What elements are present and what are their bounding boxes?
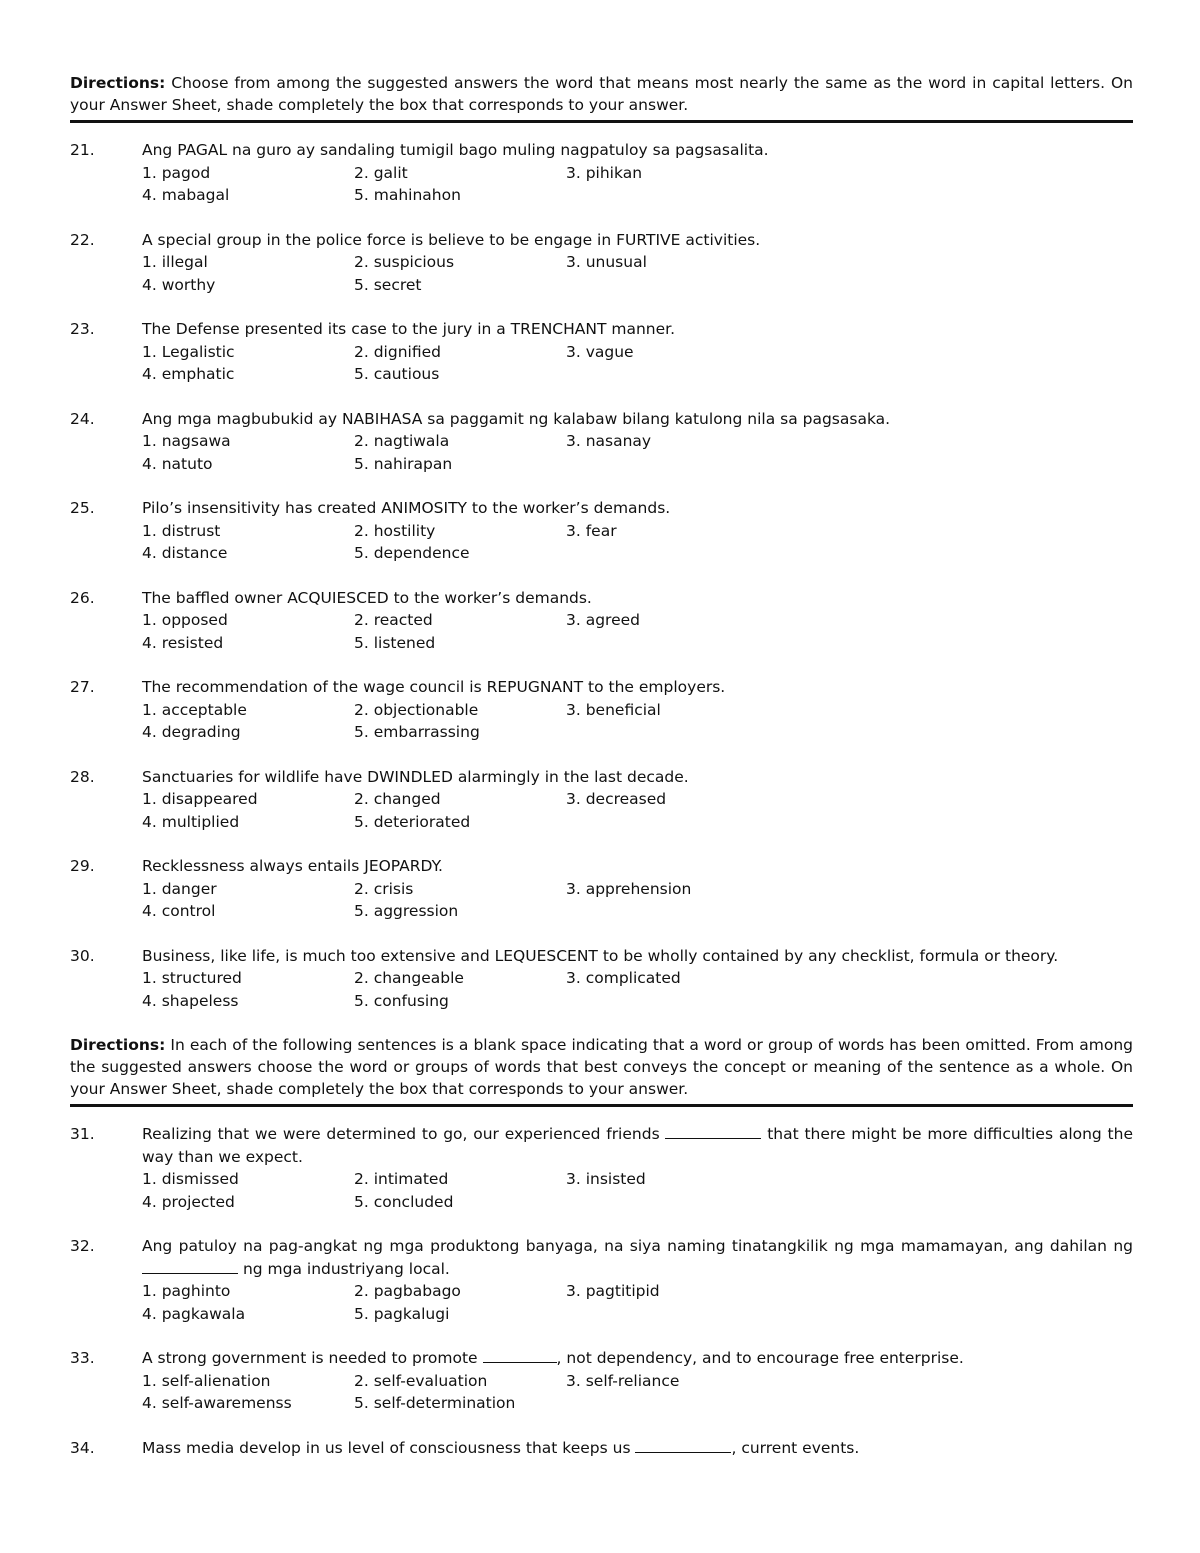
option: 2. objectionable: [354, 700, 479, 719]
option-grid: [142, 341, 1133, 386]
option: 3. self-reliance: [566, 1371, 680, 1390]
option: 4. emphatic: [142, 365, 235, 383]
option: 4. distance: [142, 544, 228, 562]
option: 3. insisted: [566, 1170, 646, 1188]
option: 3. pihikan: [566, 163, 643, 182]
option: 5. self-determination: [354, 1394, 516, 1412]
question-stem: Sanctuaries for wildlife have DWINDLED alarmingly in the last decade.: [142, 767, 689, 786]
option: 5. deteriorated: [354, 812, 471, 831]
directions-label: Directions:: [70, 74, 166, 92]
option-grid: [142, 1370, 1133, 1415]
option: 2. reacted: [354, 611, 433, 629]
question-30: [70, 945, 1133, 1013]
option-grid: [142, 251, 1133, 296]
option-grid: [142, 878, 1133, 923]
question-22: [70, 229, 1133, 297]
option: 4. degrading: [142, 723, 241, 741]
option: 1. danger: [142, 879, 217, 898]
option: 1. pagod: [142, 163, 211, 182]
option: 1. acceptable: [142, 700, 247, 719]
option: 4. pagkawala: [142, 1304, 246, 1323]
question-stem: [142, 1437, 1133, 1460]
option: 2. changeable: [354, 969, 464, 987]
exam-page: [70, 72, 1133, 1481]
question-24: [70, 408, 1133, 476]
question-number: 34.: [70, 1438, 95, 1457]
option: 5. secret: [354, 275, 422, 294]
option: 2. galit: [354, 163, 408, 182]
answer-blank: [483, 1348, 557, 1363]
question-number: 26.: [70, 588, 95, 607]
option: 1. distrust: [142, 521, 221, 540]
question-stem: Ang PAGAL na guro ay sandaling tumigil bago muling nagpatuloy sa pagsasalita.: [142, 141, 769, 159]
option: 1. dismissed: [142, 1170, 239, 1188]
option: 3. complicated: [566, 969, 681, 987]
question-21: [70, 139, 1133, 207]
option: 5. nahirapan: [354, 454, 453, 473]
option: 5. embarrassing: [354, 723, 480, 741]
question-27: [70, 676, 1133, 744]
stem-before: Ang patuloy na pag-angkat ng mga produktong banyaga, na siya naming tinatangkilik ng mga mamamayan, ang dahilan ng: [142, 1237, 1133, 1255]
answer-blank: [665, 1124, 761, 1139]
question-stem: The baffled owner ACQUIESCED to the worker’s demands.: [142, 588, 592, 607]
option: 3. vague: [566, 342, 634, 361]
option: 3. fear: [566, 521, 617, 540]
stem-after: ng mga industriyang local.: [242, 1259, 450, 1278]
option: 4. self-awaremenss: [142, 1394, 292, 1412]
question-33: [70, 1347, 1133, 1415]
option: 2. dignified: [354, 342, 441, 361]
question-number: 24.: [70, 409, 95, 428]
directions-text: Choose from among the suggested answers the word that means most nearly the same as the word in capital letters. On your Answer Sheet, shade completely the box that corresponds to your answer.: [70, 74, 1133, 114]
option-grid: [142, 520, 1133, 565]
option-grid: [142, 788, 1133, 833]
option-grid: [142, 967, 1133, 1012]
option: 3. unusual: [566, 253, 647, 271]
question-23: [70, 318, 1133, 386]
question-stem: Ang mga magbubukid ay NABIHASA sa paggamit ng kalabaw bilang katulong nila sa pagsasaka.: [142, 409, 891, 428]
option: 3. apprehension: [566, 879, 692, 898]
stem-after: , not dependency, and to encourage free enterprise.: [556, 1349, 964, 1367]
stem-after: that there might be more difficulties along the way than we expect.: [142, 1125, 1133, 1166]
option: 4. natuto: [142, 454, 213, 473]
stem-before: Mass media develop in us level of consciousness that keeps us: [142, 1438, 631, 1457]
option: 4. mabagal: [142, 186, 230, 204]
divider: [70, 1104, 1133, 1107]
option: 1. Legalistic: [142, 342, 235, 361]
option: 1. structured: [142, 969, 242, 987]
stem-after: , current events.: [731, 1438, 860, 1457]
question-25: [70, 497, 1133, 565]
option: 5. aggression: [354, 902, 459, 920]
question-stem: Business, like life, is much too extensive and LEQUESCENT to be wholly contained by any checklist, formula or theory.: [142, 946, 1059, 965]
question-number: 25.: [70, 499, 95, 517]
option: 5. listened: [354, 633, 436, 652]
option: 5. concluded: [354, 1192, 454, 1211]
question-stem: [142, 1235, 1133, 1280]
answer-blank: [635, 1438, 731, 1453]
option: 2. suspicious: [354, 253, 455, 271]
option: 1. paghinto: [142, 1282, 231, 1300]
option: 1. illegal: [142, 253, 208, 271]
question-28: [70, 766, 1133, 834]
option: 4. shapeless: [142, 991, 239, 1010]
stem-before: A strong government is needed to promote: [142, 1349, 478, 1367]
question-34: [70, 1437, 1133, 1460]
option-grid: [142, 1168, 1133, 1213]
question-number: 30.: [70, 946, 95, 965]
question-stem: Pilo’s insensitivity has created ANIMOSITY to the worker’s demands.: [142, 499, 671, 517]
option: 2. nagtiwala: [354, 432, 450, 450]
question-number: 31.: [70, 1125, 95, 1143]
question-number: 33.: [70, 1349, 95, 1367]
option: 3. pagtitipid: [566, 1282, 660, 1300]
question-32: [70, 1235, 1133, 1325]
question-number: 21.: [70, 141, 95, 159]
option: 2. intimated: [354, 1170, 449, 1188]
option-grid: [142, 430, 1133, 475]
directions-section-2: [70, 1034, 1133, 1100]
question-26: [70, 587, 1133, 655]
question-stem: The Defense presented its case to the jury in a TRENCHANT manner.: [142, 320, 676, 338]
answer-blank: [142, 1259, 238, 1274]
option: 1. opposed: [142, 611, 228, 629]
option: 2. changed: [354, 790, 441, 808]
question-stem: Recklessness always entails JEOPARDY.: [142, 857, 443, 875]
option: 4. worthy: [142, 275, 216, 294]
question-number: 29.: [70, 857, 95, 875]
option: 5. confusing: [354, 991, 449, 1010]
option: 1. self-alienation: [142, 1371, 271, 1390]
option: 1. disappeared: [142, 790, 258, 808]
divider: [70, 120, 1133, 123]
option-grid: [142, 1280, 1133, 1325]
option: 5. dependence: [354, 544, 470, 562]
option-grid: [142, 609, 1133, 654]
option-grid: [142, 162, 1133, 207]
option: 5. cautious: [354, 365, 440, 383]
question-number: 23.: [70, 320, 95, 338]
option: 2. pagbabago: [354, 1282, 461, 1300]
option: 4. control: [142, 902, 216, 920]
question-29: [70, 855, 1133, 923]
stem-before: Realizing that we were determined to go, our experienced friends: [142, 1125, 660, 1143]
option: 1. nagsawa: [142, 432, 231, 450]
option: 5. pagkalugi: [354, 1304, 450, 1323]
question-stem: [142, 1347, 1133, 1370]
option: 4. projected: [142, 1192, 235, 1211]
option: 3. agreed: [566, 611, 640, 629]
option: 2. self-evaluation: [354, 1371, 488, 1390]
question-stem: [142, 1123, 1133, 1168]
question-number: 28.: [70, 767, 95, 786]
directions-text: In each of the following sentences is a blank space indicating that a word or group of words has been omitted. From among the suggested answers choose the word or groups of words that best conveys the concept or meaning of the sentence as a whole. On your Answer Sheet, shade completely the box that corresponds to your answer.: [70, 1036, 1133, 1098]
option: 2. hostility: [354, 521, 436, 540]
question-stem: A special group in the police force is believe to be engage in FURTIVE activities.: [142, 230, 761, 249]
question-number: 22.: [70, 230, 95, 249]
directions-label: Directions:: [70, 1036, 166, 1054]
directions-section-1: [70, 72, 1133, 116]
option: 4. resisted: [142, 633, 224, 652]
question-number: 32.: [70, 1237, 95, 1255]
option: 5. mahinahon: [354, 186, 461, 204]
question-list-1: [70, 139, 1133, 1012]
question-list-2: [70, 1123, 1133, 1459]
option: 3. decreased: [566, 790, 667, 808]
question-31: [70, 1123, 1133, 1213]
option: 4. multiplied: [142, 812, 240, 831]
option: 3. nasanay: [566, 432, 652, 450]
question-number: 27.: [70, 678, 95, 696]
question-stem: The recommendation of the wage council is REPUGNANT to the employers.: [142, 678, 726, 696]
option: 2. crisis: [354, 879, 414, 898]
option-grid: [142, 699, 1133, 744]
option: 3. beneficial: [566, 700, 661, 719]
